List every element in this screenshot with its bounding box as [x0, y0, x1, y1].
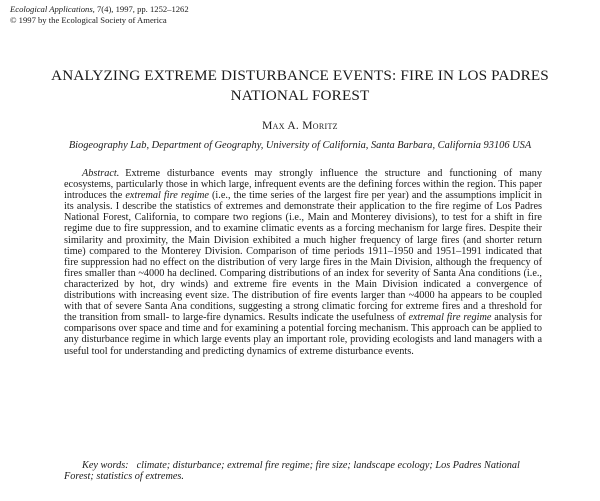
copyright-notice: © 1997 by the Ecological Society of America [10, 15, 167, 25]
keywords-label: Key words: [82, 460, 129, 471]
abstract-text-part-1: Extreme disturbance events may strongly influence the structure and functioning of many ecosystems, particularly those in which large, infrequent events are the defining forces within the region. This paper introduces the [64, 168, 542, 202]
journal-name: Ecological Applications, [10, 4, 95, 14]
keywords [64, 460, 542, 483]
author-affiliation: Biogeography Lab, Department of Geography, University of California, Santa Barbara, California 93106 USA [68, 140, 532, 151]
keywords-text: climate; disturbance; extremal fire regime; fire size; landscape ecology; Los Padres National Forest; statistics of extremes. [64, 460, 520, 483]
abstract-term-1: extremal fire regime [125, 190, 209, 202]
paper-title [0, 66, 600, 106]
journal-citation [10, 4, 189, 15]
abstract-label: Abstract. [82, 168, 120, 179]
abstract-text-part-3: analysis for comparisons over space and time and for examining a potential forcing mechanism. This approach can be applied to any disturbance regime in which large events play an important role, providing ecologists and land managers with a useful tool for understanding and predicting dynamics of extreme disturbance events. [64, 312, 542, 357]
author-name: Max A. Moritz [262, 120, 338, 132]
title-line-1: ANALYZING EXTREME DISTURBANCE EVENTS: FIRE IN LOS PADRES [51, 67, 549, 84]
abstract-paragraph [64, 168, 542, 357]
volume-pages: 7(4), 1997, pp. 1252–1262 [96, 4, 189, 14]
abstract-term-2: extremal fire regime [408, 312, 492, 324]
abstract-text-part-2: (i.e., the time series of the largest fire per year) and the assumptions implicit in its analysis. I describe the statistics of extremes and demonstrate their application to the fire regime of Los Padres National Forest, California, to compare two regions (i.e., Main and Monterey divisions), to test for a shift in fire regime due to fire suppression, and to examine climatic events as a forcing mechanism for large fires. Despite their similarity and proximity, the Main Division exhibited a much higher frequency of large fires (and shorter return time) compared to the Monterey Division. Comparison of time periods 1911–1950 and 1951–1991 indicated that fire suppression had no effect on the distribution of very large fires in the Main Division, although the frequency of fires smaller than ~4000 ha declined. Comparing distributions of an index for severity of Santa Ana conditions (i.e., characterized by hot, dry winds) and extreme fire events in the Main Division indicated a convergence of distributions with increasing event size. The distribution of fire events larger than ~4000 ha appears to be coupled with that of severe Santa Ana conditions, suggesting a strong climatic forcing for extreme fires and a threshold for the transition from small- to large-fire dynamics. Results indicate the usefulness of [64, 190, 543, 324]
abstract [64, 168, 542, 357]
journal-header [10, 4, 189, 26]
title-line-2: NATIONAL FOREST [230, 87, 370, 104]
